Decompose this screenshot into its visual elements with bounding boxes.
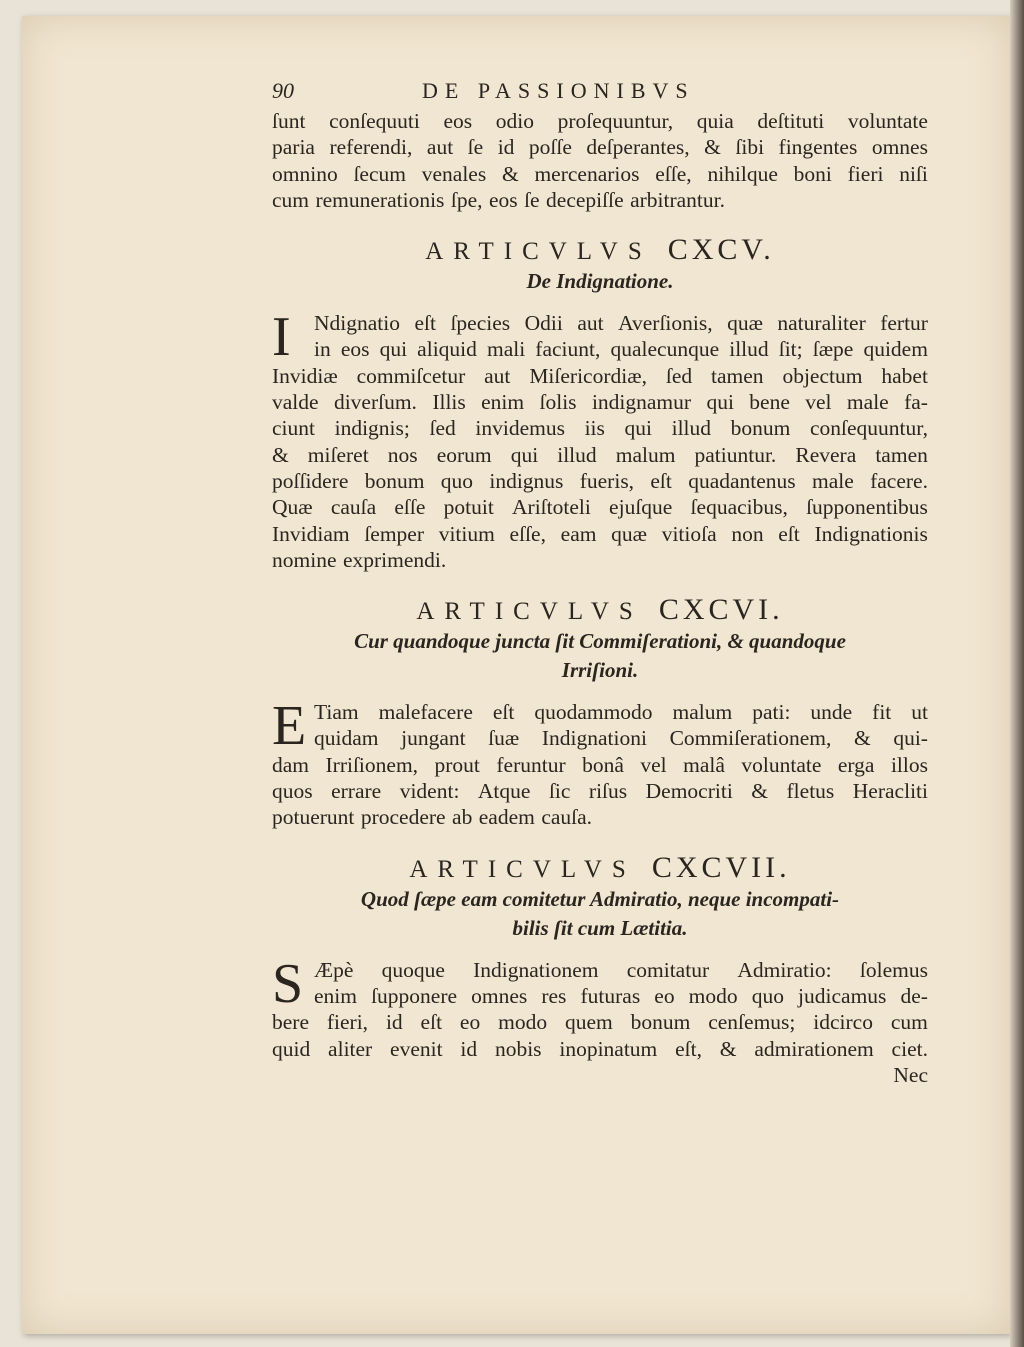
text-line: ciunt indignis; ſed invidemus iis qui illud bonum conſequuntur, bbox=[272, 416, 928, 441]
text-line: Invidiam ſemper vitium eſſe, eam quæ vitioſa non eſt Indignationis bbox=[272, 521, 928, 546]
article-paragraph bbox=[272, 695, 928, 830]
article-heading bbox=[272, 233, 928, 267]
article-number: CXCV. bbox=[667, 233, 775, 267]
article-label: ARTICVLVS bbox=[416, 598, 643, 626]
page-number: 90 bbox=[272, 78, 294, 103]
text-line: Ndignatio eſt ſpecies Odii aut Averſionis, quæ naturaliter fertur bbox=[314, 311, 928, 336]
text-line: enim ſupponere omnes res futuras eo modo quo judicamus de- bbox=[314, 983, 928, 1008]
text-line: cum remunerationis ſpe, eos ſe decepiſſe arbitrantur. bbox=[272, 187, 726, 212]
text-line: paria referendi, aut ſe id poſſe deſperantes, & ſibi fingentes omnes bbox=[272, 135, 928, 160]
text-line: bere fieri, id eſt eo modo quem bonum cenſemus; idcirco cum bbox=[272, 1010, 928, 1035]
book-spine-shadow bbox=[1010, 0, 1024, 1347]
article-197 bbox=[272, 850, 928, 1088]
page-header bbox=[272, 78, 928, 108]
article-subtitle: De Indignatione. bbox=[526, 269, 674, 294]
article-heading bbox=[272, 593, 928, 627]
article-paragraph bbox=[272, 952, 928, 1062]
article-number: CXCVI. bbox=[658, 593, 784, 627]
intro-paragraph bbox=[272, 108, 928, 213]
running-title: DE PASSIONIBVS bbox=[422, 78, 695, 103]
article-195 bbox=[272, 233, 928, 573]
text-line: potuerunt procedere ab eadem cauſa. bbox=[272, 805, 593, 830]
article-subtitle: Quod ſæpe eam comitetur Admiratio, neque incompati- bbox=[360, 886, 840, 911]
text-line: nomine exprimendi. bbox=[272, 547, 447, 572]
text-line: poſſidere bonum quo indignus fueris, eſt quadantenus male facere. bbox=[272, 468, 928, 493]
text-block bbox=[272, 78, 928, 1088]
text-line: dam Irriſionem, prout feruntur bonâ vel malâ voluntate erga illos bbox=[272, 752, 928, 777]
text-line: quos errare vident: Atque ſic riſus Democriti & fletus Heracliti bbox=[272, 779, 928, 804]
text-line: omnino ſecum venales & mercenarios eſſe, nihilque boni fieri niſi bbox=[272, 161, 928, 186]
text-line: Æpè quoque Indignationem comitatur Admiratio: ſolemus bbox=[314, 957, 928, 982]
drop-cap: E bbox=[272, 695, 307, 758]
text-line: in eos qui aliquid mali faciunt, qualecunque illud ſit; ſæpe quidem bbox=[314, 337, 928, 362]
article-196 bbox=[272, 593, 928, 830]
article-subtitle: Irriſioni. bbox=[561, 658, 639, 683]
article-subtitle: bilis ſit cum Lætitia. bbox=[512, 915, 688, 940]
text-line: Quæ cauſa eſſe potuit Ariſtoteli ejuſque ſequacibus, ſupponentibus bbox=[272, 495, 928, 520]
article-label: ARTICVLVS bbox=[425, 238, 652, 266]
article-number: CXCVII. bbox=[651, 850, 791, 884]
text-line: ſunt conſequuti eos odio proſequuntur, quia deſtituti voluntate bbox=[272, 109, 928, 133]
article-subtitle: Cur quandoque juncta ſit Commiſerationi, & quandoque bbox=[354, 629, 846, 654]
article-paragraph bbox=[272, 306, 928, 573]
drop-cap: S bbox=[272, 952, 304, 1015]
catchword: Nec bbox=[893, 1062, 928, 1087]
text-line: valde diverſum. Illis enim ſolis indignamur qui bene vel male fa- bbox=[272, 390, 928, 415]
text-line: Tiam malefacere eſt quodammodo malum pati: unde fit ut bbox=[314, 700, 928, 725]
article-label: ARTICVLVS bbox=[409, 855, 636, 883]
text-line: quid aliter evenit id nobis inopinatum eſt, & admirationem ciet. bbox=[272, 1036, 928, 1061]
article-heading bbox=[272, 850, 928, 885]
text-line: & miſeret nos eorum qui illud malum patiuntur. Revera tamen bbox=[272, 442, 928, 467]
drop-cap: I bbox=[272, 306, 291, 369]
text-line: quidam jungant ſuæ Indignationi Commiſerationem, & qui- bbox=[314, 726, 928, 751]
text-line: Invidiæ commiſcetur aut Miſericordiæ, ſed tamen objectum habet bbox=[272, 363, 928, 388]
